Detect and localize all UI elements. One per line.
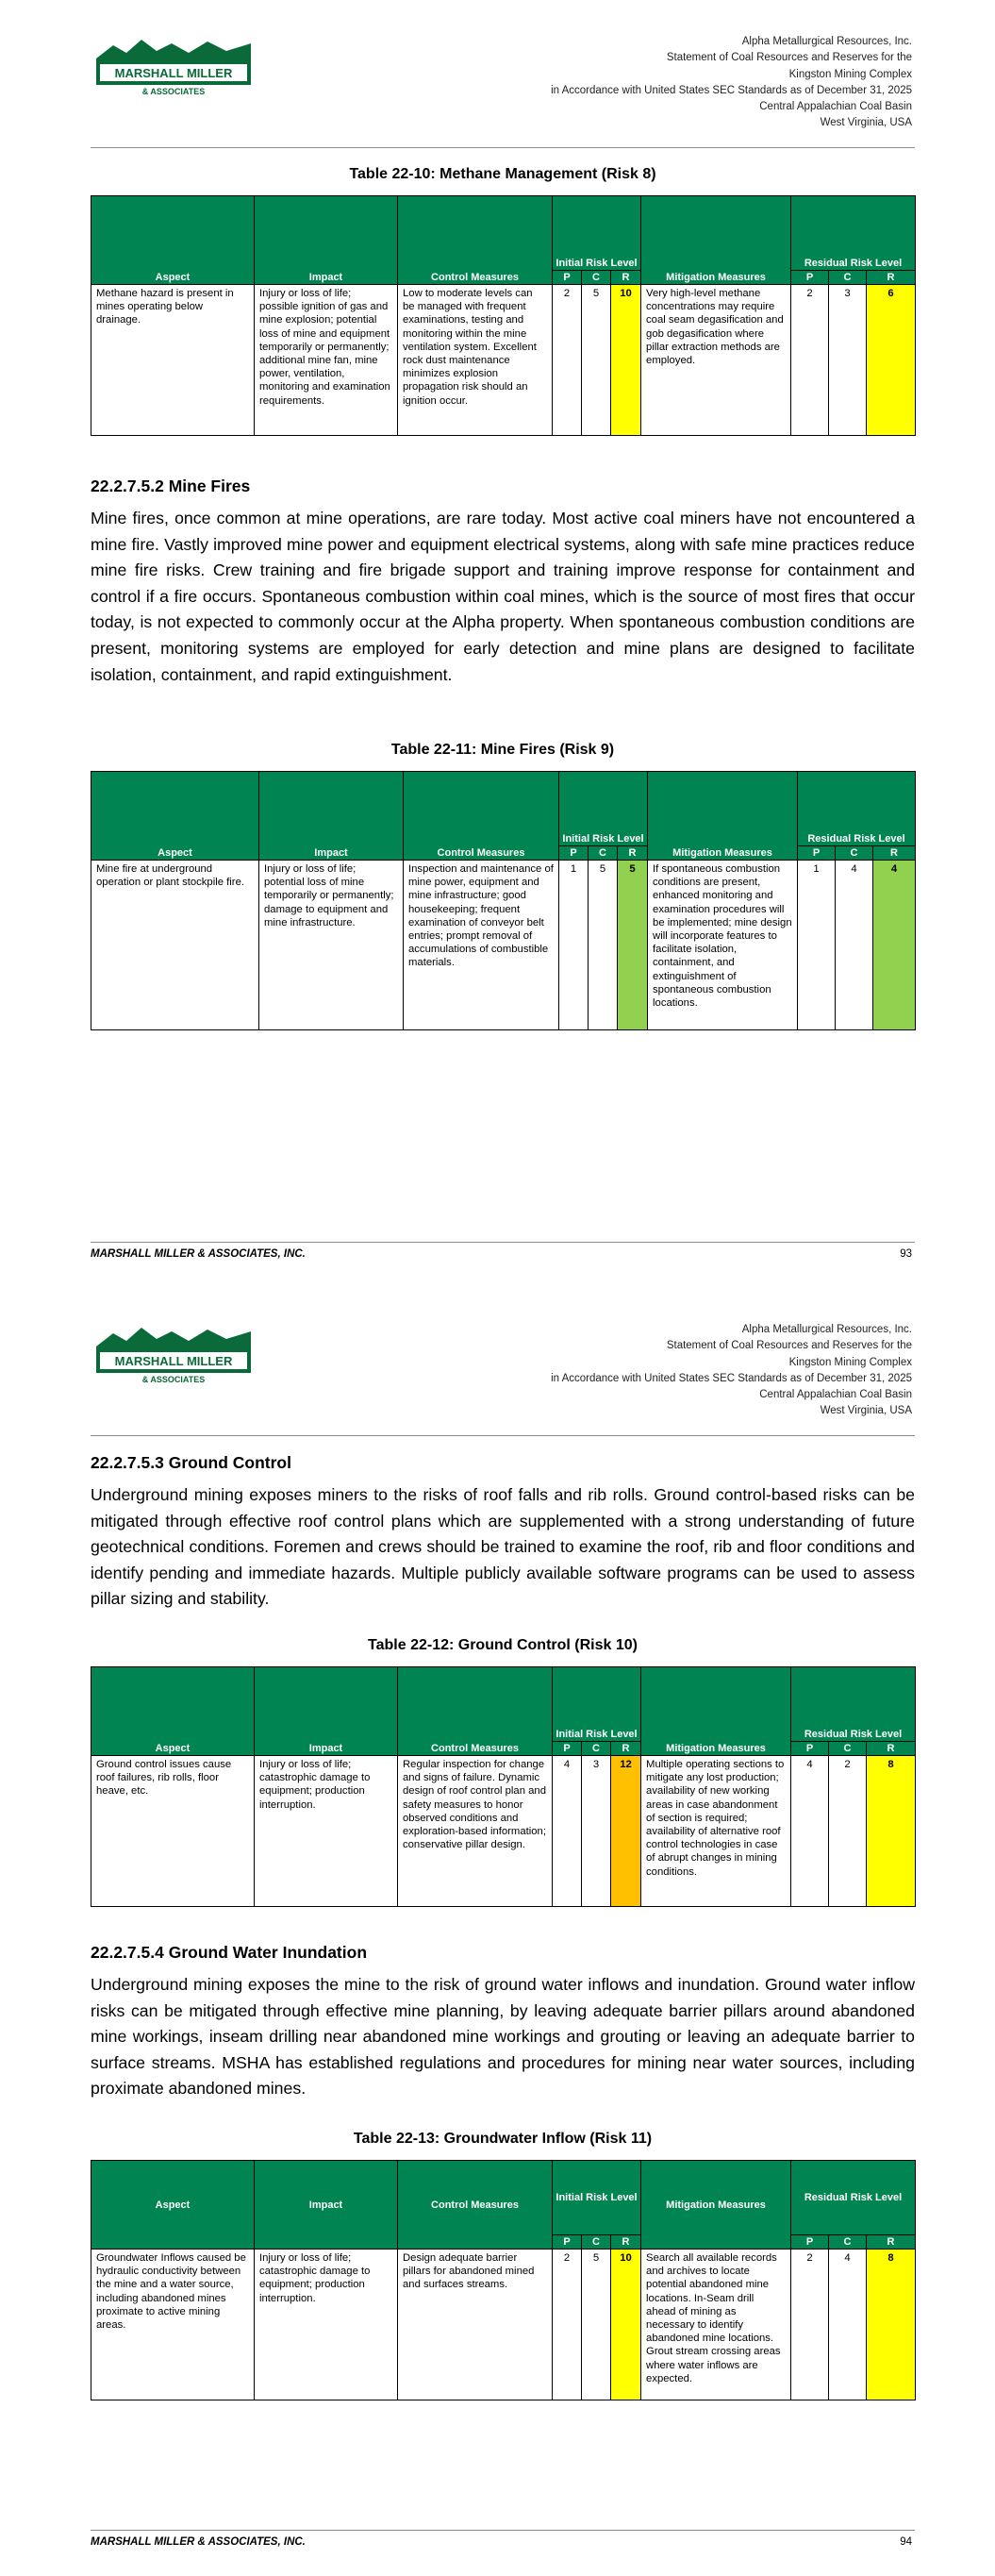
col-c: C [829, 1742, 867, 1756]
cell-aspect: Groundwater Inflows caused be hydraulic conductivity between the mine and a water source, including abandoned mines proximate to active mining areas. [91, 2250, 255, 2400]
table-row [91, 1756, 916, 1907]
cell-initial-c: 5 [582, 285, 611, 436]
col-control: Control Measures [398, 1667, 553, 1756]
col-aspect: Aspect [91, 1667, 255, 1756]
col-impact: Impact [255, 1667, 398, 1756]
cell-mitigation: Search all available records and archives to locate potential abandoned mine locations. In-Seam drill ahead of mining as necessary to identify abandoned mine locations. Grout stream crossing areas where water inflows are expected. [641, 2250, 791, 2400]
table-caption: Table 22-12: Ground Control (Risk 10) [368, 1637, 638, 1653]
col-initial-risk: Initial Risk Level [553, 196, 641, 271]
table-row [91, 861, 916, 1030]
company-logo [94, 32, 253, 98]
col-impact: Impact [259, 772, 404, 861]
col-r: R [618, 846, 648, 861]
col-aspect: Aspect [91, 772, 259, 861]
cell-initial-r: 10 [611, 285, 641, 436]
cell-initial-r: 10 [611, 2250, 641, 2400]
header-line: Statement of Coal Resources and Reserves for the [666, 1340, 912, 1352]
cell-initial-c: 5 [582, 2250, 611, 2400]
col-c: C [582, 2235, 611, 2250]
cell-impact: Injury or loss of life; catastrophic damage to equipment; production interruption. [255, 1756, 398, 1907]
col-aspect: Aspect [91, 196, 255, 285]
col-p: P [798, 846, 836, 861]
col-mitigation: Mitigation Measures [648, 772, 798, 861]
cell-control: Regular inspection for change and signs of failure. Dynamic design of roof control plan and safety measures to honor observed conditions and exploration-based information; conservative pillar design. [398, 1756, 553, 1907]
cell-residual-p: 1 [798, 861, 836, 1030]
page-94 [0, 1288, 995, 2576]
table-row [91, 2250, 916, 2400]
col-r: R [611, 1742, 641, 1756]
svg-text:& ASSOCIATES: & ASSOCIATES [141, 1375, 206, 1384]
col-p: P [791, 271, 829, 285]
footer-company: MARSHALL MILLER & ASSOCIATES, INC. [91, 2536, 306, 2548]
svg-text:MARSHALL MILLER: MARSHALL MILLER [114, 1354, 233, 1368]
section-body: Underground mining exposes miners to the risks of roof falls and rib rolls. Ground control-based risks can be mitigated through effective roof control plans which are supplemented with a strong understanding of future geotechnical conditions. Foremen and crews should be trained to examine the roof, rib and floor conditions and identify pending and immediate hazards. Multiple publicly available software programs can be used to assess pillar sizing and stability. [91, 1485, 915, 1609]
header-line: in Accordance with United States SEC Standards as of December 31, 2025 [551, 1372, 912, 1384]
col-residual-risk: Residual Risk Level [791, 1667, 916, 1742]
report-header [551, 1322, 912, 1420]
header-line: West Virginia, USA [820, 1405, 912, 1417]
header-line: Alpha Metallurgical Resources, Inc. [741, 1324, 912, 1335]
col-control: Control Measures [404, 772, 559, 861]
cell-impact: Injury or loss of life; possible ignition of gas and mine explosion; potential loss of mine and equipment temporarily or permanently; additional mine fan, mine power, ventilation, monitoring and examination requirements. [255, 285, 398, 436]
cell-initial-p: 2 [553, 285, 582, 436]
table-caption: Table 22-10: Methane Management (Risk 8) [349, 166, 656, 182]
cell-residual-c: 4 [836, 861, 873, 1030]
risk-table-methane [91, 195, 916, 436]
col-p: P [559, 846, 589, 861]
col-p: P [553, 2235, 582, 2250]
cell-residual-r: 4 [873, 861, 916, 1030]
col-r: R [867, 1742, 916, 1756]
cell-initial-c: 5 [589, 861, 618, 1030]
col-p: P [791, 1742, 829, 1756]
risk-table-ground-control [91, 1666, 916, 1907]
col-control: Control Measures [398, 2161, 553, 2250]
cell-control: Design adequate barrier pillars for abandoned mined and surfaces streams. [398, 2250, 553, 2400]
table-caption: Table 22-13: Groundwater Inflow (Risk 11) [353, 2131, 653, 2147]
section-heading: 22.2.7.5.4 Ground Water Inundation [91, 1943, 368, 1962]
col-initial-risk: Initial Risk Level [553, 1667, 641, 1742]
col-p: P [553, 271, 582, 285]
cell-residual-p: 2 [791, 2250, 829, 2400]
col-r: R [867, 2235, 916, 2250]
cell-aspect: Ground control issues cause roof failures, rib rolls, floor heave, etc. [91, 1756, 255, 1907]
header-line: in Accordance with United States SEC Standards as of December 31, 2025 [551, 84, 912, 96]
cell-mitigation: If spontaneous combustion conditions are present, enhanced monitoring and examination procedures will be implemented; mine design will incorporate features to facilitate isolation, containment, and extinguishment of spontaneous combustion locations. [648, 861, 798, 1030]
col-c: C [582, 271, 611, 285]
report-header [551, 34, 912, 132]
cell-control: Inspection and maintenance of mine power, equipment and mine infrastructure; good housekeeping; frequent examination of conveyor belt entries; prompt removal of accumulations of combustible materials. [404, 861, 559, 1030]
col-mitigation: Mitigation Measures [641, 1667, 791, 1756]
col-c: C [829, 271, 867, 285]
col-c: C [829, 2235, 867, 2250]
col-c: C [836, 846, 873, 861]
footer-rule [91, 2530, 915, 2531]
col-aspect: Aspect [91, 2161, 255, 2250]
header-line: Kingston Mining Complex [788, 68, 912, 80]
svg-text:& ASSOCIATES: & ASSOCIATES [141, 87, 206, 96]
cell-mitigation: Multiple operating sections to mitigate any lost production; availability of new working areas in case abandonment of section is required; availability of alternative roof control technologies in case of abrupt changes in mining conditions. [641, 1756, 791, 1907]
col-p: P [791, 2235, 829, 2250]
header-line: Kingston Mining Complex [788, 1356, 912, 1368]
company-logo [94, 1320, 253, 1386]
cell-initial-p: 2 [553, 2250, 582, 2400]
col-c: C [589, 846, 618, 861]
cell-impact: Injury or loss of life; catastrophic damage to equipment; production interruption. [255, 2250, 398, 2400]
col-c: C [582, 1742, 611, 1756]
cell-initial-c: 3 [582, 1756, 611, 1907]
table-row [91, 285, 916, 436]
header-line: West Virginia, USA [820, 117, 912, 129]
col-control: Control Measures [398, 196, 553, 285]
cell-impact: Injury or loss of life; potential loss of mine temporarily or permanently; damage to equipment and mine infrastructure. [259, 861, 404, 1030]
header-line: Alpha Metallurgical Resources, Inc. [741, 36, 912, 47]
col-mitigation: Mitigation Measures [641, 196, 791, 285]
cell-residual-c: 2 [829, 1756, 867, 1907]
col-initial-risk: Initial Risk Level [559, 772, 648, 846]
header-line: Statement of Coal Resources and Reserves for the [666, 52, 912, 64]
cell-residual-r: 8 [867, 2250, 916, 2400]
col-r: R [611, 2235, 641, 2250]
col-residual-risk: Residual Risk Level [798, 772, 916, 846]
cell-aspect: Mine fire at underground operation or plant stockpile fire. [91, 861, 259, 1030]
cell-residual-c: 3 [829, 285, 867, 436]
col-r: R [867, 271, 916, 285]
svg-text:MARSHALL MILLER: MARSHALL MILLER [114, 66, 233, 80]
risk-table-mine-fires [91, 771, 916, 1030]
col-residual-risk: Residual Risk Level [791, 2161, 916, 2235]
cell-initial-p: 1 [559, 861, 589, 1030]
table-caption: Table 22-11: Mine Fires (Risk 9) [390, 742, 615, 758]
risk-table-groundwater [91, 2160, 916, 2400]
page-number: 93 [900, 1248, 912, 1260]
header-rule [91, 1435, 915, 1436]
col-impact: Impact [255, 196, 398, 285]
page-number: 94 [900, 2536, 912, 2548]
section-heading: 22.2.7.5.2 Mine Fires [91, 477, 251, 495]
cell-aspect: Methane hazard is present in mines operating below drainage. [91, 285, 255, 436]
cell-residual-c: 4 [829, 2250, 867, 2400]
col-r: R [873, 846, 916, 861]
footer-company: MARSHALL MILLER & ASSOCIATES, INC. [91, 1248, 306, 1260]
cell-mitigation: Very high-level methane concentrations may require coal seam degasification and gob degasification where pillar extraction methods are employed. [641, 285, 791, 436]
section-heading: 22.2.7.5.3 Ground Control [91, 1453, 291, 1472]
cell-control: Low to moderate levels can be managed with frequent examinations, testing and monitoring within the mine ventilation system. Excellent rock dust maintenance minimizes explosion propagation risk should an ignition occur. [398, 285, 553, 436]
col-initial-risk: Initial Risk Level [553, 2161, 641, 2235]
section-body: Underground mining exposes the mine to the risk of ground water inflows and inundation. Ground water inflow risks can be mitigated through effective mine planning, by leaving adequate barrier pillars around abandoned mine workings, inseam drilling near abandoned mine workings and grouting or leaving an adequate barrier to surface streams. MSHA has established regulations and procedures for mining near water sources, including proximate abandoned mines. [91, 1975, 915, 2099]
cell-initial-r: 12 [611, 1756, 641, 1907]
header-line: Central Appalachian Coal Basin [759, 1389, 912, 1401]
header-line: Central Appalachian Coal Basin [759, 101, 912, 113]
col-impact: Impact [255, 2161, 398, 2250]
cell-initial-r: 5 [618, 861, 648, 1030]
col-mitigation: Mitigation Measures [641, 2161, 791, 2250]
header-rule [91, 147, 915, 148]
cell-residual-r: 6 [867, 285, 916, 436]
cell-residual-p: 4 [791, 1756, 829, 1907]
col-p: P [553, 1742, 582, 1756]
footer-rule [91, 1242, 915, 1243]
cell-residual-p: 2 [791, 285, 829, 436]
col-r: R [611, 271, 641, 285]
col-residual-risk: Residual Risk Level [791, 196, 916, 271]
cell-initial-p: 4 [553, 1756, 582, 1907]
cell-residual-r: 8 [867, 1756, 916, 1907]
section-body: Mine fires, once common at mine operations, are rare today. Most active coal miners have not encountered a mine fire. Vastly improved mine power and equipment electrical systems, along with safe mine practices reduce mine fire risks. Crew training and fire brigade support and training improve response for containment and control if a fire occurs. Spontaneous combustion within coal mines, which is the source of most fires that occur today, is not expected to commonly occur at the Alpha property. When spontaneous combustion conditions are present, monitoring systems are employed for early detection and mine plans are designed to facilitate isolation, containment, and rapid extinguishment. [91, 509, 915, 684]
